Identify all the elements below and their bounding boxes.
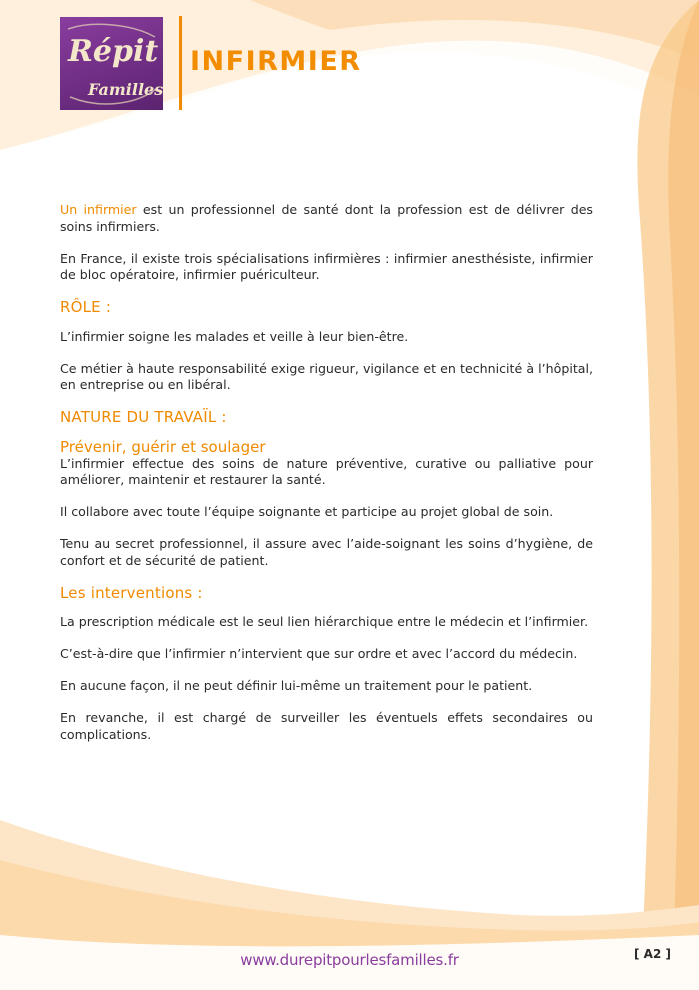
- logo-text-line1: Répit: [68, 34, 159, 69]
- document-body: [60, 202, 593, 759]
- logo-text-line2: Familles: [88, 80, 163, 99]
- role-paragraph-2: Ce métier à haute responsabilité exige rigueur, vigilance et en technicité à l’hôpital, en entreprise ou en libéral.: [60, 360, 593, 392]
- role-heading: RÔLE :: [60, 298, 112, 316]
- nature-heading: NATURE DU TRAVAÏL :: [60, 408, 227, 426]
- specialisations-paragraph: En France, il existe trois spécialisations infirmières : infirmier anesthésiste, infirmier de bloc opératoire, infirmier puériculteur.: [60, 250, 593, 282]
- title-divider: [179, 16, 182, 110]
- interventions-paragraph-4: En revanche, il est chargé de surveiller les éventuels effets secondaires ou complications.: [60, 710, 593, 742]
- intro-term: Un infirmier: [60, 202, 137, 217]
- interventions-paragraph-1: La prescription médicale est le seul lien hiérarchique entre le médecin et l’infirmier.: [60, 614, 589, 629]
- role-paragraph-1: L’infirmier soigne les malades et veille à leur bien-être.: [60, 328, 409, 344]
- nature-paragraph-3: Tenu au secret professionnel, il assure avec l’aide-soignant les soins d’hygiène, de confort et de sécurité de patient.: [60, 536, 593, 568]
- nature-paragraph-1: L’infirmier effectue des soins de nature préventive, curative ou palliative pour améliorer, maintenir et restaurer la santé.: [60, 455, 593, 487]
- intro-text: est un professionnel de santé dont la profession est de délivrer des soins infirmiers.: [60, 202, 593, 234]
- interventions-heading: Les interventions :: [60, 583, 203, 602]
- page-number: [ A2 ]: [634, 947, 671, 961]
- page-title: INFIRMIER: [190, 46, 362, 77]
- interventions-paragraph-2: C’est-à-dire que l’infirmier n’intervient que sur ordre et avec l’accord du médecin.: [60, 646, 578, 661]
- repit-familles-logo: [60, 17, 163, 110]
- interventions-paragraph-3: En aucune façon, il ne peut définir lui-même un traitement pour le patient.: [60, 678, 533, 693]
- footer-website-link[interactable]: www.durepitpourlesfamilles.fr: [240, 951, 459, 969]
- nature-subheading: Prévenir, guérir et soulager: [60, 437, 266, 456]
- intro-paragraph: [60, 202, 593, 235]
- nature-paragraph-2: Il collabore avec toute l’équipe soignante et participe au projet global de soin.: [60, 504, 554, 519]
- logo-artwork: [60, 17, 163, 110]
